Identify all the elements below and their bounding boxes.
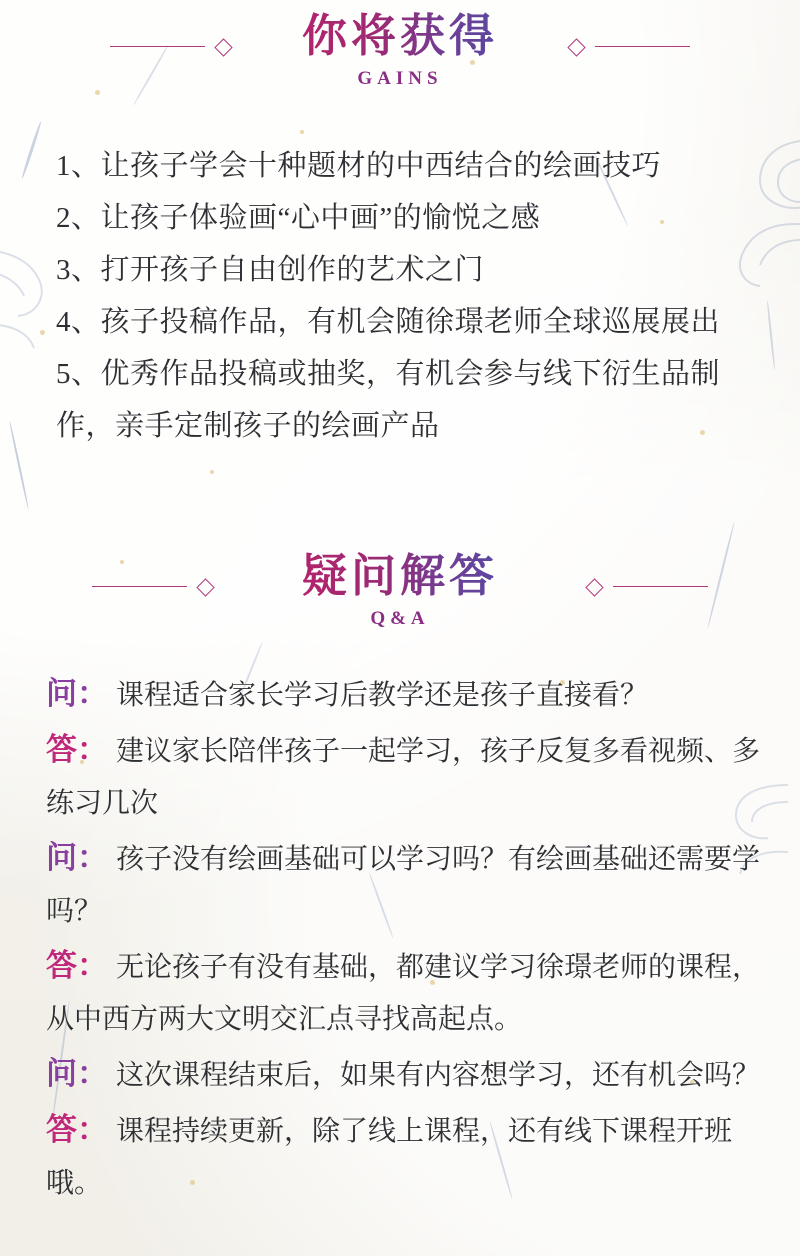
qa-question-text: 孩子没有绘画基础可以学习吗？有绘画基础还需要学吗？	[46, 844, 761, 927]
paper-fiber	[21, 121, 42, 179]
gains-title-en: GAINS	[357, 67, 443, 89]
qa-list	[46, 668, 770, 1212]
header-ornament-right	[588, 580, 708, 594]
qa-question-text: 这次课程结束后，如果有内容想学习，还有机会吗？	[116, 1060, 761, 1091]
qa-answer-label: 答：	[46, 1112, 108, 1147]
qa-question	[46, 832, 770, 938]
gains-item: 3、打开孩子自由创作的艺术之门	[56, 254, 485, 286]
qa-answer	[46, 940, 770, 1046]
qa-question	[46, 668, 770, 722]
qa-answer-text: 课程持续更新，除了线上课程，还有线下课程开班哦。	[46, 1116, 733, 1199]
qa-answer-label: 答：	[46, 948, 108, 983]
qa-answer-label: 答：	[46, 732, 108, 767]
gains-item: 2、让孩子体验画“心中画”的愉悦之感	[56, 202, 541, 234]
paper-speck	[210, 470, 214, 474]
header-ornament-left	[92, 580, 212, 594]
qa-answer	[46, 1104, 770, 1210]
qa-section-header	[0, 552, 800, 630]
qa-answer-text: 无论孩子有没有基础，都建议学习徐璟老师的课程，从中西方两大文明交汇点寻找高起点。	[46, 952, 761, 1035]
gains-item: 5、优秀作品投稿或抽奖，有机会参与线下衍生品制作，亲手定制孩子的绘画产品	[56, 358, 721, 442]
qa-question	[46, 1048, 770, 1102]
paper-fiber	[9, 421, 30, 509]
qa-question-label: 问：	[46, 676, 108, 711]
gains-item: 1、让孩子学会十种题材的中西结合的绘画技巧	[56, 150, 662, 182]
qa-answer-text: 建议家长陪伴孩子一起学习，孩子反复多看视频、多练习几次	[46, 736, 761, 819]
qa-question-label: 问：	[46, 840, 108, 875]
paper-speck	[300, 130, 304, 134]
header-ornament-right	[570, 40, 690, 54]
gains-title-cn: 你将获得	[301, 11, 498, 61]
gains-item: 4、孩子投稿作品，有机会随徐璟老师全球巡展展出	[56, 306, 721, 338]
header-ornament-left	[110, 40, 230, 54]
qa-title-cn: 疑问解答	[301, 551, 498, 601]
gains-section-header	[0, 12, 800, 90]
qa-answer	[46, 724, 770, 830]
qa-question-text: 课程适合家长学习后教学还是孩子直接看？	[116, 680, 649, 711]
qa-title-en: Q&A	[370, 607, 430, 629]
paper-fiber	[766, 300, 775, 370]
gains-list	[56, 140, 760, 452]
paper-speck	[40, 330, 45, 335]
paper-speck	[95, 90, 100, 95]
qa-question-label: 问：	[46, 1056, 108, 1091]
